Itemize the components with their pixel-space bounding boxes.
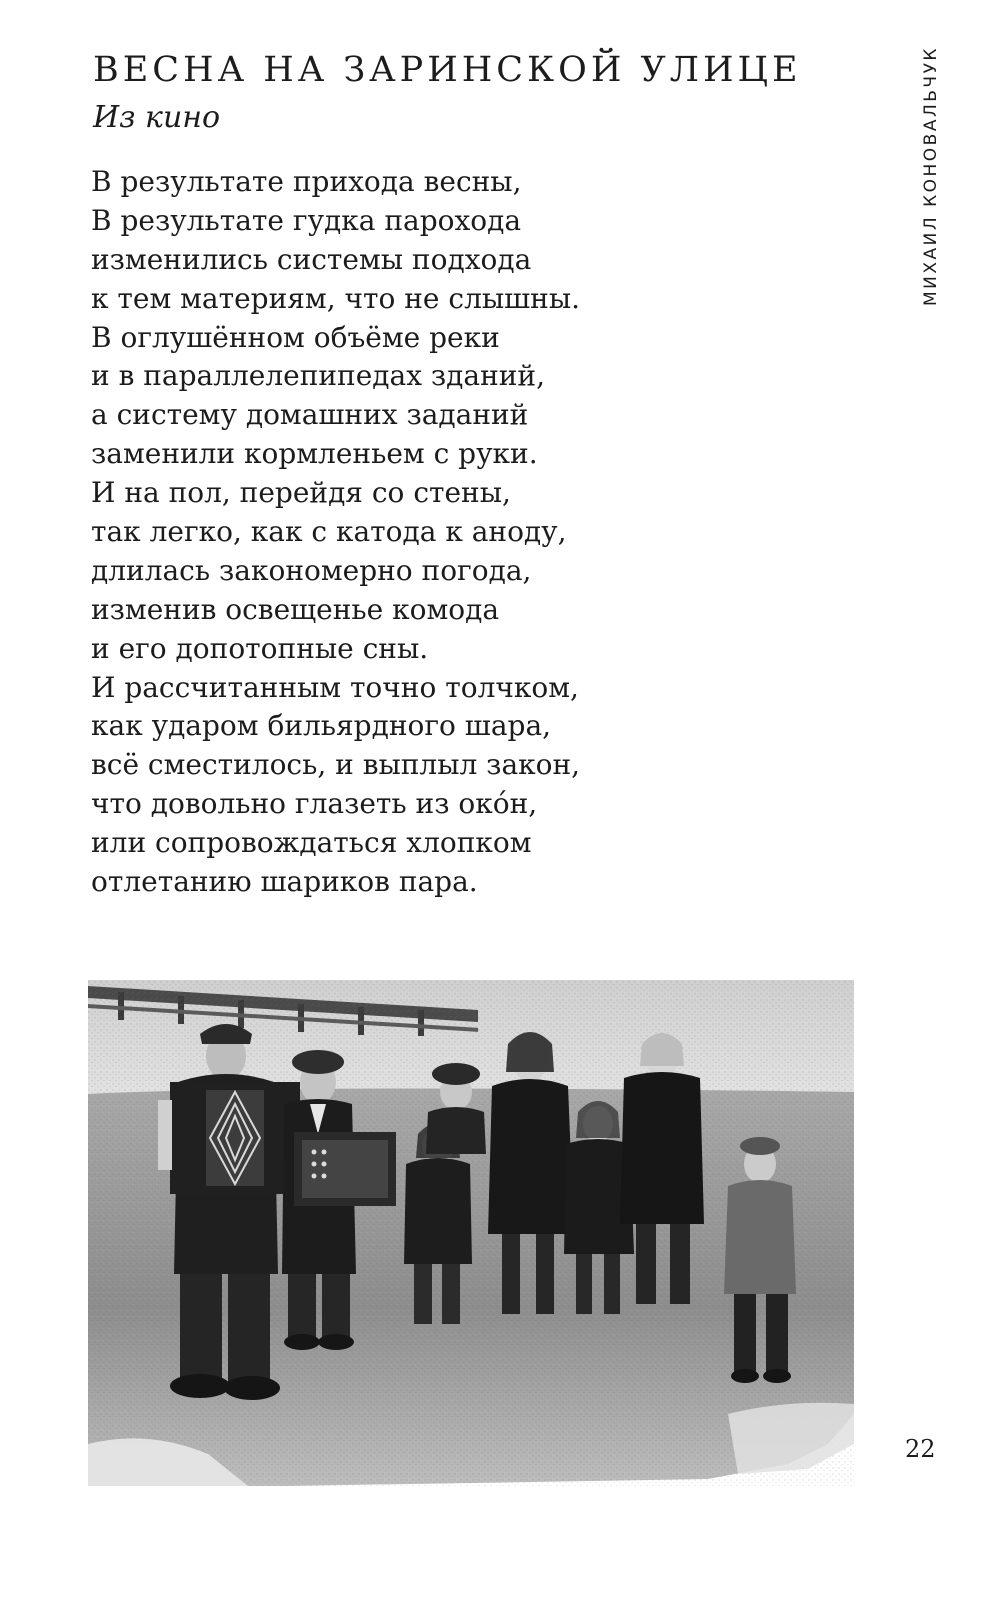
- author-name: МИХАИЛ КОНОВАЛЬЧУК: [921, 46, 941, 306]
- poem-line: а систему домашних заданий: [91, 398, 529, 432]
- poem-line: В оглушённом объёме реки: [91, 320, 500, 354]
- poem-line: заменили кормленьем с руки.: [91, 437, 538, 471]
- poem-line: так легко, как с катода к аноду,: [91, 515, 567, 549]
- poem-line: В результате прихода весны,: [91, 165, 522, 198]
- poem-line: изменив освещенье комода: [91, 592, 500, 626]
- poem-line: отлетанию шариков пара.: [91, 865, 478, 899]
- poem-line: или сопровождаться хлопком: [91, 826, 532, 860]
- poem-line: В результате гудка парохода: [91, 203, 522, 237]
- poem-line: И рассчитанным точно толчком,: [91, 670, 579, 704]
- poem-line: что довольно глазеть из око́н,: [91, 787, 538, 821]
- poem-line: и в параллелепипедах зданий,: [91, 359, 545, 393]
- page-number: 22: [905, 1435, 936, 1463]
- poem-body: [91, 163, 580, 902]
- poem-line: длилась закономерно погода,: [91, 553, 532, 587]
- archival-photo: [88, 974, 854, 1486]
- poem-line: И на пол, перейдя со стены,: [91, 476, 511, 510]
- poem-line: к тем материям, что не слышны.: [91, 281, 581, 315]
- poem-line: всё сместилось, и выплыл закон,: [91, 748, 581, 782]
- poem-line: изменились системы подхода: [91, 242, 532, 276]
- poem-line: и его допотопные сны.: [91, 631, 429, 665]
- poem-subtitle: Из кино: [93, 100, 221, 135]
- poem-line: как ударом бильярдного шара,: [91, 709, 552, 743]
- poem-title: ВЕСНА НА ЗАРИНСКОЙ УЛИЦЕ: [93, 50, 802, 90]
